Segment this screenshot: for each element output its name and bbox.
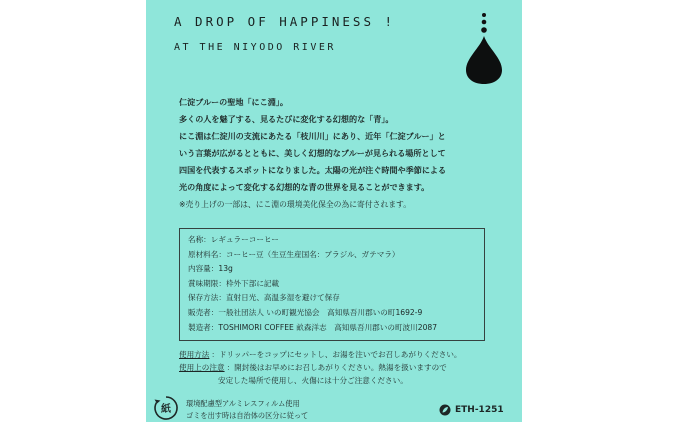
label-ingredients: 原材料名：コーヒー豆（生豆生産国名：ブラジル、ガテマラ） [188, 249, 400, 259]
description-line: 多くの人を魅了する、見るたびに変化する幻想的な「青」。 [179, 114, 394, 124]
description-line: にこ淵は仁淀川の支流にあたる「枝川川」にあり、近年「仁淀ブルー」と [179, 131, 446, 141]
usage-method-row [179, 348, 509, 361]
usage-caution-text: ：開封後はお早めにお召しあがりください。熱湯を扱いますので [226, 363, 447, 372]
recycle-mark-icon [152, 394, 180, 422]
eth-code-text: ETH-1251 [455, 405, 504, 415]
eth-code [439, 404, 504, 416]
recycle-line2: ゴミを出す時は自治体の区分に従って [186, 411, 309, 420]
description-block [179, 94, 499, 213]
recycle-line1: 環境配慮型アルミレスフィルム使用 [186, 399, 300, 408]
usage-caution-row [179, 361, 509, 374]
usage-method-key: 使用方法 [179, 350, 210, 359]
usage-instructions [179, 348, 509, 387]
description-line: 四国を代表するスポットになりました。太陽の光が注ぐ時間や季節による [179, 165, 447, 175]
label-storage: 保存方法：直射日光、高温多湿を避けて保存 [188, 293, 340, 303]
recycle-mark-label: 紙 [161, 404, 171, 415]
usage-caution-key: 使用上の注意 [179, 363, 225, 372]
usage-method-text: ：ドリッパーをコップにセットし、お湯を注いでお召しあがりください。 [211, 350, 462, 359]
recycle-info [186, 398, 308, 422]
label-amount: 内容量：13g [188, 264, 233, 274]
usage-caution-text-continued: 安定した場所で使用し、火傷には十分ご注意ください。 [218, 376, 408, 385]
eth-leaf-icon [439, 404, 451, 416]
label-maker: 製造者：TOSHIMORI COFFEE 畝森洋志 高知県吾川郡いの町波川2087 [188, 322, 438, 332]
product-label-box [179, 228, 485, 341]
label-expiry: 賞味期限：枠外下部に記載 [188, 278, 280, 288]
description-line: いう言葉が広がるとともに、美しく幻想的なブルーが見られる場所として [179, 148, 446, 158]
label-name: 名称：レギュラーコーヒー [188, 235, 279, 244]
headline-line1: A DROP OF HAPPINESS ! [174, 14, 396, 29]
description-line: 仁淀ブルーの聖地「にこ淵」。 [179, 97, 288, 107]
headline-line2: AT THE NIYODO RIVER [174, 42, 336, 53]
donation-note: ※売り上げの一部は、にこ淵の環境美化保全の為に寄付されます。 [179, 200, 412, 209]
description-line: 光の角度によって変化する幻想的な青の世界を見ることができます。 [179, 182, 430, 192]
water-drop-icon [458, 12, 508, 84]
coffee-package-back [146, 0, 522, 422]
label-seller: 販売者：一般社団法人 いの町観光協会 高知県吾川郡いの町1692-9 [188, 307, 423, 317]
